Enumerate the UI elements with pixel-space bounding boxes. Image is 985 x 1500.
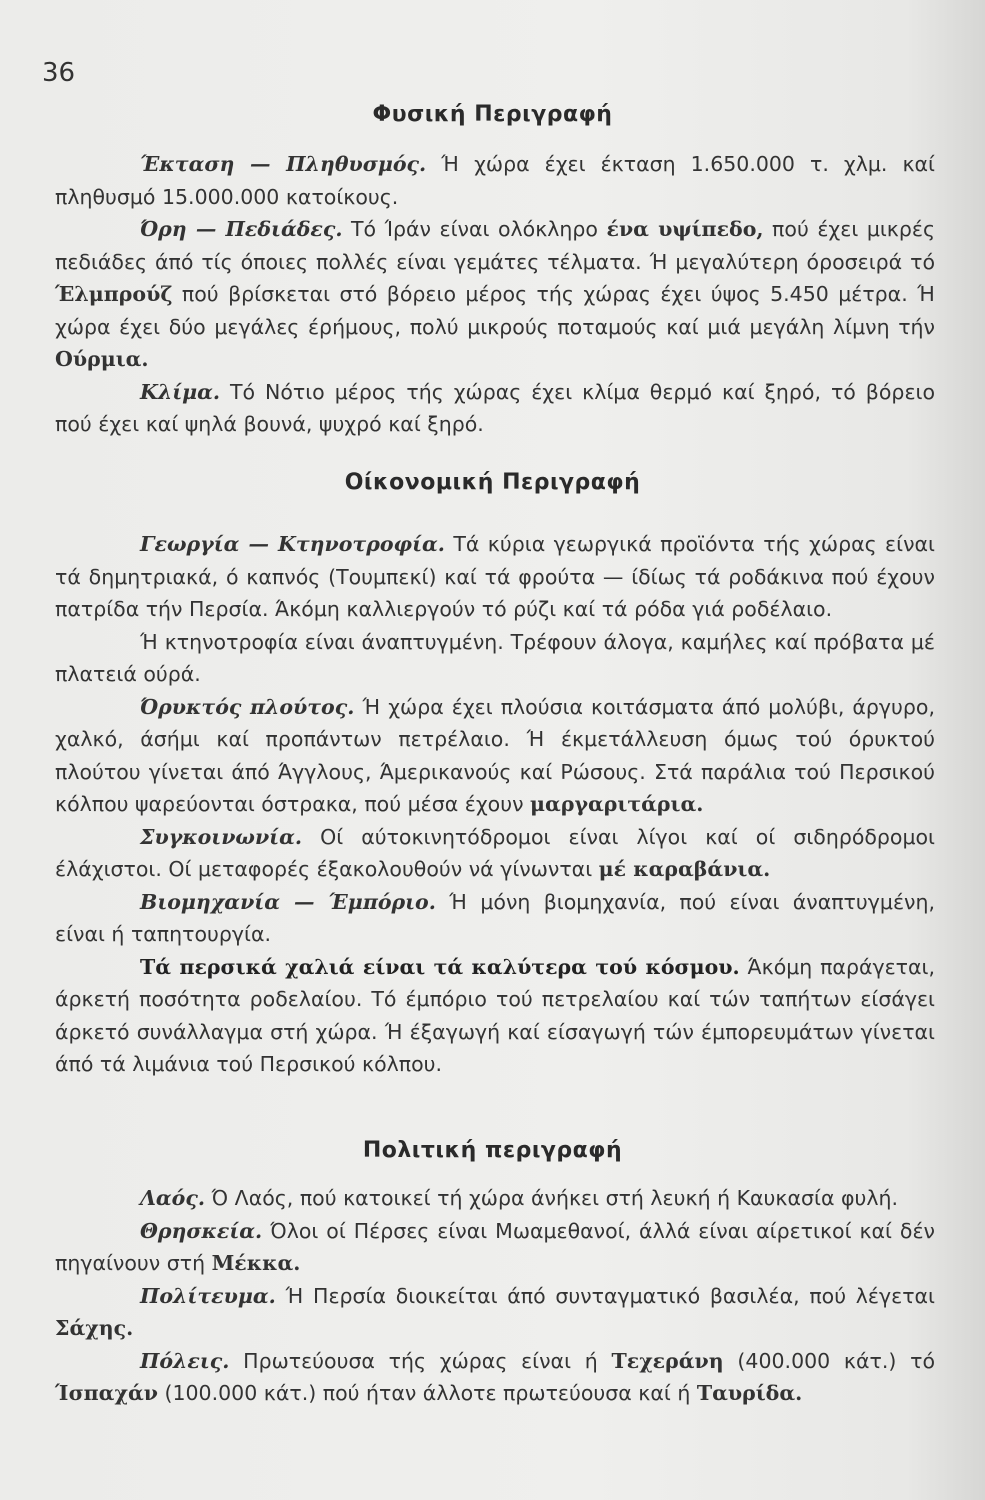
text-people: Ό Λαός, πού κατοικεί τή χώρα άνήκει στή λευκή ή Καυκασία φυλή. xyxy=(204,1186,899,1210)
paragraph-transport xyxy=(55,821,935,886)
lead-mountains-plains: Όρη — Πεδιάδες. xyxy=(140,217,343,241)
text-industry-trade: Ή μόνη βιομηχανία, πού είναι άναπτυγμένη, είναι ή ταπητουργία. xyxy=(55,889,935,946)
text-government: Ή Περσία διοικείται άπό συνταγματικό βασιλέα, πού λέγεται xyxy=(275,1283,935,1308)
text-mountains-plains-a: Τό Ίράν είναι ολόκληρο xyxy=(342,217,607,241)
emph-elburz: Έλμπρούζ xyxy=(55,282,173,306)
lead-industry-trade: Βιομηχανία — Έμπόριο. xyxy=(140,889,436,914)
text-transport: Οί αύτοκινητόδρομοι είναι λίγοι καί οί σιδηρόδρομοι έλάχιστοι. Οί μεταφορές έξακολουθούν νά γίνωνται xyxy=(55,824,935,881)
paragraph-mountains-plains xyxy=(55,213,935,376)
text-religion: Όλοι οί Πέρσες είναι Μωαμεθανοί, άλλά είναι αίρετικοί καί δέν πηγαίνουν στή xyxy=(55,1218,935,1275)
paragraph-religion xyxy=(55,1215,935,1280)
section-physical-body xyxy=(55,148,935,441)
paragraph-mineral-wealth xyxy=(55,691,935,821)
emph-pearls: μαργαριτάρια. xyxy=(530,792,704,816)
emph-mecca: Μέκκα. xyxy=(211,1251,301,1275)
paragraph-agriculture xyxy=(55,528,935,626)
paragraph-government xyxy=(55,1280,935,1345)
emph-tehran: Τεχεράνη xyxy=(611,1348,724,1373)
paragraph-people xyxy=(55,1182,935,1215)
emph-shah: Σάχης. xyxy=(55,1316,134,1340)
paragraph-livestock xyxy=(55,626,935,691)
paragraph-cities xyxy=(55,1345,935,1410)
text-livestock: Ή κτηνοτροφία είναι άναπτυγμένη. Τρέφουν άλογα, καμήλες καί πρόβατα μέ πλατειά ούρά. xyxy=(55,629,935,686)
lead-area-population: Έκταση — Πληθυσμός. xyxy=(140,152,427,176)
emph-urmia: Ούρμια. xyxy=(55,347,149,371)
heading-economic-description: Οίκονομική Περιγραφή xyxy=(344,470,641,495)
emph-caravans: μέ καραβάνια. xyxy=(598,857,771,881)
emph-isfahan: Ίσπαχάν xyxy=(55,1381,158,1405)
emph-persian-carpets: Τά περσικά χαλιά είναι τά καλύτερα τού κόσμου. xyxy=(140,954,740,979)
emph-tabriz: Ταυρίδα. xyxy=(696,1381,803,1405)
lead-government: Πολίτευμα. xyxy=(140,1283,276,1308)
section-political-body xyxy=(55,1182,935,1410)
paragraph-area-population xyxy=(55,148,935,213)
paragraph-climate xyxy=(55,376,935,441)
text-mountains-plains-b: πού έχει μικρές πεδιάδες άπό τίς όποιες πολλές είναι γεμάτες τέλματα. Ή μεγαλύτερη όροσειρά τό xyxy=(55,217,936,274)
lead-people: Λαός. xyxy=(140,1186,205,1210)
lead-transport: Συγκοινωνία. xyxy=(140,824,303,849)
lead-cities: Πόλεις. xyxy=(140,1348,230,1373)
text-agriculture: Τά κύρια γεωργικά προϊόντα τής χώρας είναι τά δημητριακά, ό καπνός (Τουμπεκί) καί τά φρούτα — ίδίως τά ροδάκινα πού έχουν πατρίδα τήν Περσία. Άκόμη καλλιεργούν τό ρύζι καί τά ρόδα γιά ροδέλαιο. xyxy=(55,532,935,621)
lead-mineral-wealth: Όρυκτός πλούτος. xyxy=(140,694,355,719)
paragraph-carpets xyxy=(55,951,935,1081)
text-cities-c: (100.000 κάτ.) πού ήταν άλλοτε πρωτεύουσα καί ή xyxy=(157,1381,697,1405)
text-mineral-wealth: Ή χώρα έχει πλούσια κοιτάσματα άπό μολύβι, άργυρο, χαλκό, άσήμι καί προπάντων πετρέλαιο. Ή έκμετάλλευση όμως τού όρυκτού πλούτου γίνεται άπό Άγγλους, Άμερικανούς καί Ρώσους. Στά παράλια τού Περσικού κόλπου ψαρεύονται όστρακα, πού μέσα έχουν xyxy=(55,694,935,816)
text-cities-b: (400.000 κάτ.) τό xyxy=(723,1348,936,1373)
text-cities-a: Πρωτεύουσα τής χώρας είναι ή xyxy=(229,1348,612,1373)
page-number: 36 xyxy=(42,58,76,88)
lead-agriculture: Γεωργία — Κτηνοτροφία. xyxy=(140,532,445,556)
text-area-population: Ή χώρα έχει έκταση 1.650.000 τ. χλμ. καί πληθυσμό 15.000.000 κατοίκους. xyxy=(55,152,935,209)
heading-physical-description: Φυσική Περιγραφή xyxy=(372,102,613,127)
lead-climate: Κλίμα. xyxy=(140,379,221,404)
emph-plateau: ένα υψίπεδο, xyxy=(606,217,764,241)
section-economic-body xyxy=(55,528,935,1081)
text-climate: Τό Νότιο μέρος τής χώρας έχει κλίμα θερμό καί ξηρό, τό βόρειο πού έχει καί ψηλά βουνά, ψυχρό καί ξηρό. xyxy=(55,379,935,436)
heading-political-description: Πολιτική περιγραφή xyxy=(362,1138,623,1163)
text-mountains-plains-c: πού βρίσκεται στό βόρειο μέρος τής χώρας έχει ύψος 5.450 μέτρα. Ή χώρα έχει δύο μεγάλες έρήμους, πολύ μικρούς ποταμούς καί μιά μεγάλη λίμνη τήν xyxy=(55,282,935,339)
text-carpets: Άκόμη παράγεται, άρκετή ποσότητα ροδελαίου. Τό έμπόριο τού πετρελαίου καί τών ταπήτων είσάγει άρκετό συνάλλαγμα στή χώρα. Ή έξαγωγή καί είσαγωγή τών έμπορευμάτων γίνεται άπό τά λιμάνια τού Περσικού κόλπου. xyxy=(55,954,935,1076)
lead-religion: Θρησκεία. xyxy=(140,1218,263,1243)
paragraph-industry-trade xyxy=(55,886,935,951)
